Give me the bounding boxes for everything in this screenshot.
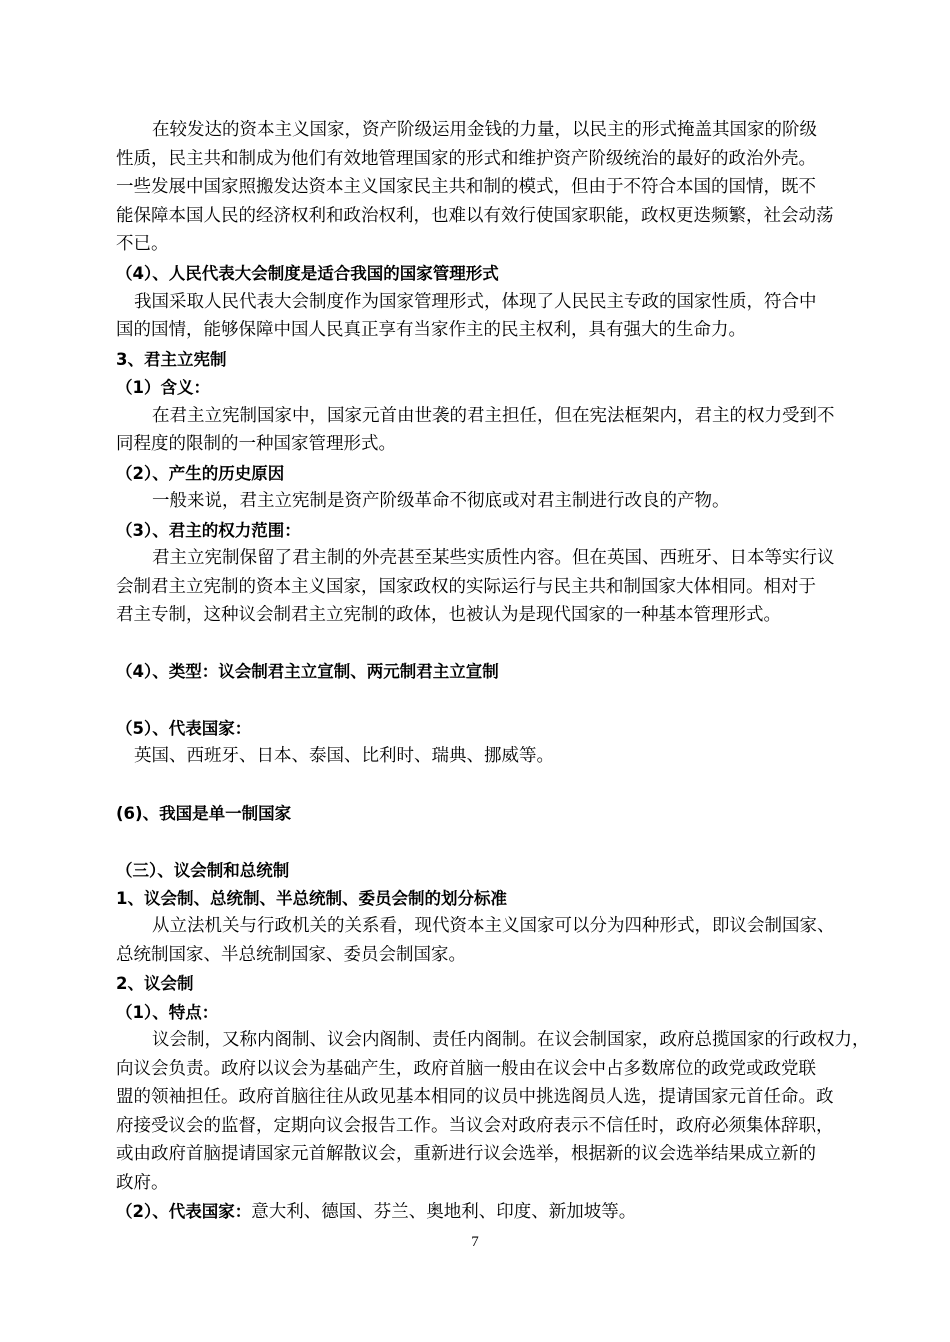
paragraph-line: 英国、西班牙、日本、泰国、比利时、瑞典、挪威等。	[134, 746, 554, 766]
page-number: 7	[471, 1234, 479, 1250]
heading-with-text	[116, 1198, 886, 1226]
paragraph-line: 一般来说，君主立宪制是资产阶级革命不彻底或对君主制进行改良的产物。	[152, 491, 730, 511]
section-heading: （1）、特点：	[116, 1003, 219, 1022]
paragraph-text: 意大利、德国、芬兰、奥地利、印度、新加坡等。	[251, 1202, 637, 1222]
paragraph-line: 能保障本国人民的经济权利和政治权利，也难以有效行使国家职能，政权更迭频繁，社会动荡	[116, 206, 834, 226]
paragraph-line: 不已。	[116, 234, 169, 254]
paragraph-line: 一些发展中国家照搬发达资本主义国家民主共和制的模式，但由于不符合本国的国情，既不	[116, 177, 816, 197]
paragraph-line: 我国采取人民代表大会制度作为国家管理形式，体现了人民民主专政的国家性质，符合中	[134, 292, 817, 312]
paragraph-line: 在君主立宪制国家中，国家元首由世袭的君主担任，但在宪法框架内，君主的权力受到不	[152, 406, 835, 426]
section-heading: （2）、产生的历史原因	[116, 464, 285, 483]
paragraph-line: 向议会负责。政府以议会为基础产生，政府首脑一般由在议会中占多数席位的政党或政党联	[116, 1059, 816, 1079]
section-heading: （三）、议会制和总统制	[116, 861, 290, 880]
paragraph-line: 或由政府首脑提请国家元首解散议会，重新进行议会选举，根据新的议会选举结果成立新的	[116, 1144, 816, 1164]
paragraph-line: 同程度的限制的一种国家管理形式。	[116, 434, 396, 454]
paragraph-line: 政府。	[116, 1173, 169, 1193]
paragraph-line: 国的国情，能够保障中国人民真正享有当家作主的民主权利，具有强大的生命力。	[116, 320, 746, 340]
paragraph-line: 性质，民主共和制成为他们有效地管理国家的形式和维护资产阶级统治的最好的政治外壳。	[116, 149, 816, 169]
section-heading: （2）、代表国家：	[116, 1202, 252, 1221]
paragraph-line: 会制君主立宪制的资本主义国家，国家政权的实际运行与民主共和制国家大体相同。相对于	[116, 577, 816, 597]
section-heading: 3、君主立宪制	[116, 350, 227, 369]
section-heading: （5）、代表国家：	[116, 719, 252, 738]
section-heading: （4）、类型：议会制君主立宣制、两元制君主立宣制	[116, 662, 499, 681]
paragraph-line: 在较发达的资本主义国家，资产阶级运用金钱的力量，以民主的形式掩盖其国家的阶级	[152, 120, 817, 140]
section-heading: 2、议会制	[116, 974, 194, 993]
paragraph-line: 总统制国家、半总统制国家、委员会制国家。	[116, 945, 466, 965]
paragraph-line: 盟的领袖担任。政府首脑往往从政见基本相同的议员中挑选阁员人选，提请国家元首任命。政	[116, 1087, 834, 1107]
paragraph-line: 府接受议会的监督，定期向议会报告工作。当议会对政府表示不信任时，政府必须集体辞职，	[116, 1116, 834, 1136]
section-heading: （3）、君主的权力范围：	[116, 521, 301, 540]
section-heading: 1、议会制、总统制、半总统制、委员会制的划分标准	[116, 889, 507, 908]
section-heading: （1）含义：	[116, 378, 210, 397]
paragraph-line: 君主立宪制保留了君主制的外壳甚至某些实质性内容。但在英国、西班牙、日本等实行议	[152, 548, 835, 568]
paragraph-line: 议会制，又称内阁制、议会内阁制、责任内阁制。在议会制国家，政府总揽国家的行政权力，	[152, 1030, 870, 1050]
paragraph-line: 君主专制，这种议会制君主立宪制的政体，也被认为是现代国家的一种基本管理形式。	[116, 605, 781, 625]
section-heading: （4）、人民代表大会制度是适合我国的国家管理形式	[116, 264, 499, 283]
paragraph-line: 从立法机关与行政机关的关系看，现代资本主义国家可以分为四种形式，即议会制国家、	[152, 916, 835, 936]
section-heading: (6)、我国是单一制国家	[116, 804, 292, 823]
